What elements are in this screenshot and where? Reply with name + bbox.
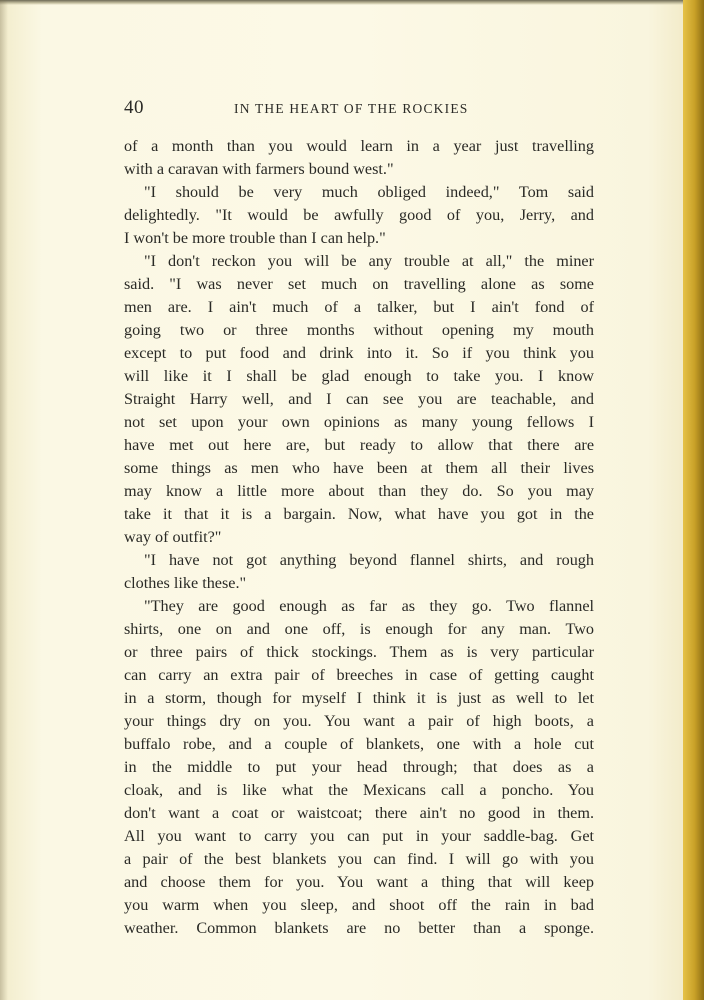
text-line: delightedly. "It would be awfully good of you, Jerry, and bbox=[124, 206, 594, 224]
text-line: way of outfit?" bbox=[124, 528, 222, 546]
text-line: buffalo robe, and a couple of blankets, one with a hole cut bbox=[124, 735, 594, 753]
text-line: can carry an extra pair of breeches in case of getting caught bbox=[124, 666, 594, 684]
page-header bbox=[124, 96, 594, 120]
gilt-page-edge bbox=[683, 0, 704, 1000]
text-line: Straight Harry well, and I can see you are teachable, and bbox=[124, 390, 594, 408]
running-head: IN THE HEART OF THE ROCKIES bbox=[234, 101, 469, 116]
text-line: clothes like these." bbox=[124, 574, 247, 592]
text-line: shirts, one on and one off, is enough for any man. Two bbox=[124, 620, 594, 638]
body-text bbox=[124, 135, 594, 940]
text-line: some things as men who have been at them all their lives bbox=[124, 459, 594, 477]
text-line: and choose them for you. You want a thing that will keep bbox=[124, 873, 594, 891]
text-line: or three pairs of thick stockings. Them as is very particular bbox=[124, 643, 594, 661]
text-line: a pair of the best blankets you can find. I will go with you bbox=[124, 850, 594, 868]
text-line: "I have not got anything beyond flannel shirts, and rough bbox=[144, 551, 594, 569]
text-line: "I don't reckon you will be any trouble at all," the miner bbox=[144, 252, 594, 270]
page-binding-shadow bbox=[0, 0, 8, 1000]
text-line: have met out here are, but ready to allow that there are bbox=[124, 436, 594, 454]
page-number: 40 bbox=[124, 97, 144, 118]
text-line: take it that it is a bargain. Now, what have you got in the bbox=[124, 505, 594, 523]
text-line: I won't be more trouble than I can help." bbox=[124, 229, 386, 247]
text-line: said. "I was never set much on travelling alone as some bbox=[124, 275, 594, 293]
text-line: "They are good enough as far as they go. Two flannel bbox=[144, 597, 594, 615]
text-line: your things dry on you. You want a pair of high boots, a bbox=[124, 712, 594, 730]
text-line: All you want to carry you can put in your saddle-bag. Get bbox=[124, 827, 594, 845]
text-line: in a storm, though for myself I think it is just as well to let bbox=[124, 689, 594, 707]
text-line: cloak, and is like what the Mexicans call a poncho. You bbox=[124, 781, 594, 799]
text-line: you warm when you sleep, and shoot off the rain in bad bbox=[124, 896, 594, 914]
text-line: with a caravan with farmers bound west." bbox=[124, 160, 394, 178]
text-line: men are. I ain't much of a talker, but I ain't fond of bbox=[124, 298, 594, 316]
text-line: "I should be very much obliged indeed," Tom said bbox=[144, 183, 594, 201]
text-line: may know a little more about than they do. So you may bbox=[124, 482, 594, 500]
text-line: weather. Common blankets are no better than a sponge. bbox=[124, 919, 594, 937]
text-line: going two or three months without opening my mouth bbox=[124, 321, 594, 339]
page-top-edge bbox=[0, 0, 704, 5]
text-line: not set upon your own opinions as many young fellows I bbox=[124, 413, 594, 431]
text-line: of a month than you would learn in a year just travelling bbox=[124, 137, 594, 155]
text-line: don't want a coat or waistcoat; there ain't no good in them. bbox=[124, 804, 594, 822]
text-line: will like it I shall be glad enough to take you. I know bbox=[124, 367, 594, 385]
text-line: in the middle to put your head through; that does as a bbox=[124, 758, 594, 776]
text-line: except to put food and drink into it. So if you think you bbox=[124, 344, 594, 362]
